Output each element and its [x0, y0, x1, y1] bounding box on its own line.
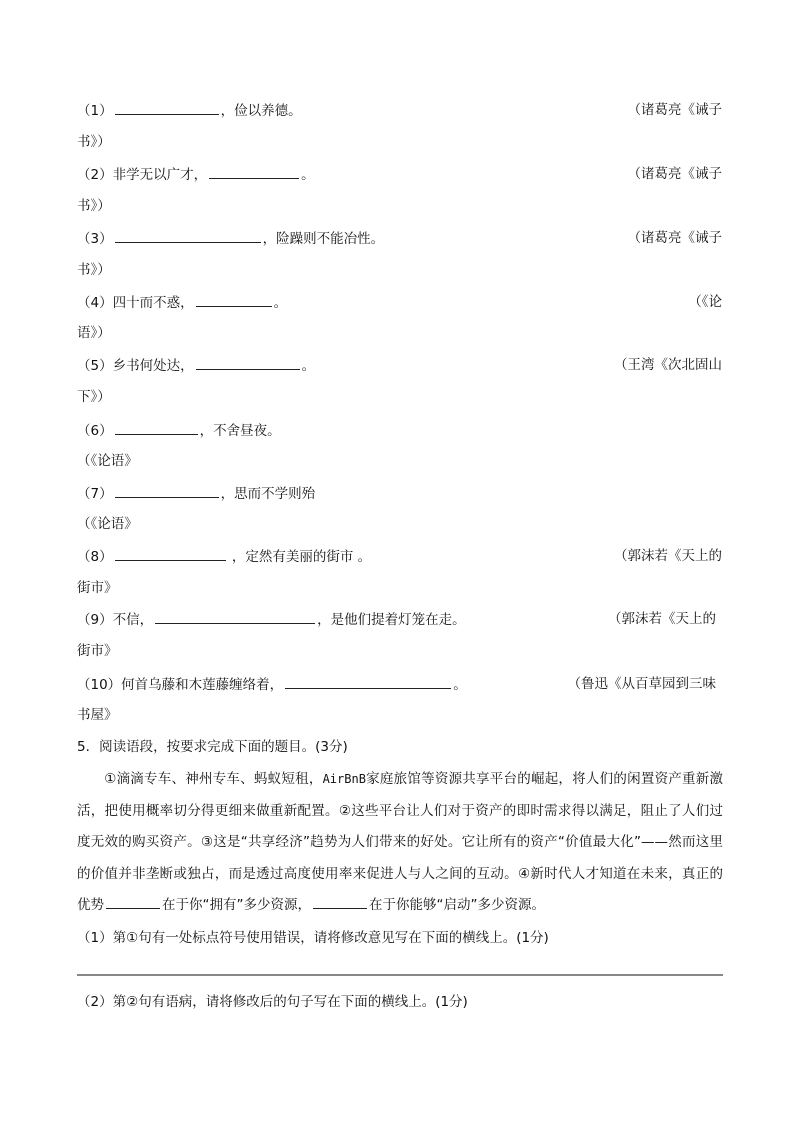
item-9-source: （郭沫若《天上的: [608, 611, 716, 627]
reading-passage: [77, 764, 723, 922]
item-3-suffix: ，险躁则不能冶性。: [262, 231, 385, 247]
item-10-prefix: （10）何首乌藤和木莲藤缠络着，: [77, 677, 284, 693]
sub-question-2: （2）第②句有语病，请将修改后的句子写在下面的横线上。(1分): [77, 994, 468, 1010]
item-1-prefix: （1）: [77, 103, 113, 119]
item-3-source-cont: 书》）: [77, 262, 111, 278]
item-6-prefix: （6）: [77, 423, 113, 439]
answer-blank-9[interactable]: [155, 608, 315, 624]
answer-blank-3[interactable]: [115, 227, 261, 243]
item-9-prefix: （9）不信，: [77, 612, 154, 628]
item-2-source-cont: 书》）: [77, 198, 111, 214]
item-9-line: [77, 608, 722, 630]
item-10-source: （鲁迅《从百草园到三味: [567, 676, 716, 692]
passage-part-3: 在于你“拥有”多少资源，: [162, 897, 311, 913]
item-7-line: [77, 482, 722, 504]
item-2-line: [77, 163, 722, 185]
item-6-suffix: ，不舍昼夜。: [199, 423, 281, 439]
answer-blank-8[interactable]: [115, 545, 226, 561]
item-8-suffix: ，定然有美丽的街市 。: [227, 549, 372, 565]
answer-blank-4[interactable]: [196, 291, 272, 307]
item-4-line: [77, 291, 722, 313]
item-4-prefix: （4）四十而不惑，: [77, 295, 194, 311]
item-9-suffix: ，是他们提着灯笼在走。: [317, 612, 466, 628]
item-10-source-cont: 书屋》: [77, 707, 118, 723]
answer-blank-5[interactable]: [196, 354, 300, 370]
passage-part-2: 家庭旅馆等资源共享平台的崛起，将人们的闲置资产重新激活，把使用概率切分得更细来做重新配置。②这些平台让人们对于资产的即时需求得以满足，阻止了人们过度无效的购买资产。③这是“共享经济”趋势为人们带来的好处。它让所有的资产“价值最大化”——然而这里的价值并非垄断或独占，而是透过高度使用率来促进人与人之间的互动。④新时代人才知道在未来，真正的优势: [77, 771, 724, 913]
passage-part-4: 在于你能够“启动”多少资源。: [369, 897, 545, 913]
answer-blank-2[interactable]: [209, 163, 299, 179]
item-2-prefix: （2）非学无以广才，: [77, 167, 208, 183]
item-1-line: [77, 99, 722, 121]
item-3-prefix: （3）: [77, 231, 113, 247]
answer-blank-1[interactable]: [115, 99, 219, 115]
item-4-source-cont: 语》）: [77, 325, 111, 341]
question-5-title: 5．阅读语段，按要求完成下面的题目。(3分): [77, 739, 348, 755]
item-5-prefix: （5）乡书何处达，: [77, 358, 194, 374]
item-10-suffix: 。: [453, 677, 467, 693]
item-6-line: [77, 419, 722, 441]
item-9-source-cont: 街市》: [77, 643, 118, 659]
item-2-suffix: 。: [301, 167, 315, 183]
item-4-suffix: 。: [273, 295, 288, 311]
passage-blank-2[interactable]: [313, 893, 367, 909]
item-1-suffix: ，俭以养德。: [220, 103, 302, 119]
item-1-source: （诸葛亮《诫子: [627, 102, 722, 118]
item-7-suffix: ，思而不学则殆: [220, 486, 316, 502]
item-10-line: [77, 673, 722, 695]
item-3-line: [77, 227, 722, 249]
answer-blank-6[interactable]: [115, 419, 198, 435]
item-5-source-cont: 下》）: [77, 389, 111, 405]
answer-blank-7[interactable]: [115, 482, 219, 498]
item-8-line: [77, 545, 722, 567]
item-6-source-cont: （《论语》: [77, 453, 138, 469]
item-3-source: （诸葛亮《诫子: [627, 230, 722, 246]
item-1-source-cont: 书》）: [77, 134, 111, 150]
item-7-prefix: （7）: [77, 486, 113, 502]
item-8-source: （郭沫若《天上的: [614, 548, 722, 564]
sub-question-1: （1）第①句有一处标点符号使用错误，请将修改意见写在下面的横线上。(1分): [77, 930, 549, 946]
item-5-suffix: 。: [301, 358, 316, 374]
item-2-source: （诸葛亮《诫子: [627, 166, 722, 182]
item-7-source-cont: （《论语》: [77, 516, 138, 532]
passage-blank-1[interactable]: [106, 893, 160, 909]
item-8-prefix: （8）: [77, 549, 113, 565]
item-4-source: （《论: [688, 294, 722, 310]
answer-blank-10[interactable]: [285, 673, 451, 689]
item-5-line: [77, 354, 722, 376]
answer-line-1[interactable]: [77, 974, 723, 976]
passage-part-1: ①滴滴专车、神州专车、蚂蚁短租，: [104, 771, 323, 787]
item-8-source-cont: 街市》: [77, 580, 118, 596]
item-5-source: （王湾《次北固山: [614, 357, 722, 373]
passage-brand: AirBnB: [322, 772, 366, 786]
